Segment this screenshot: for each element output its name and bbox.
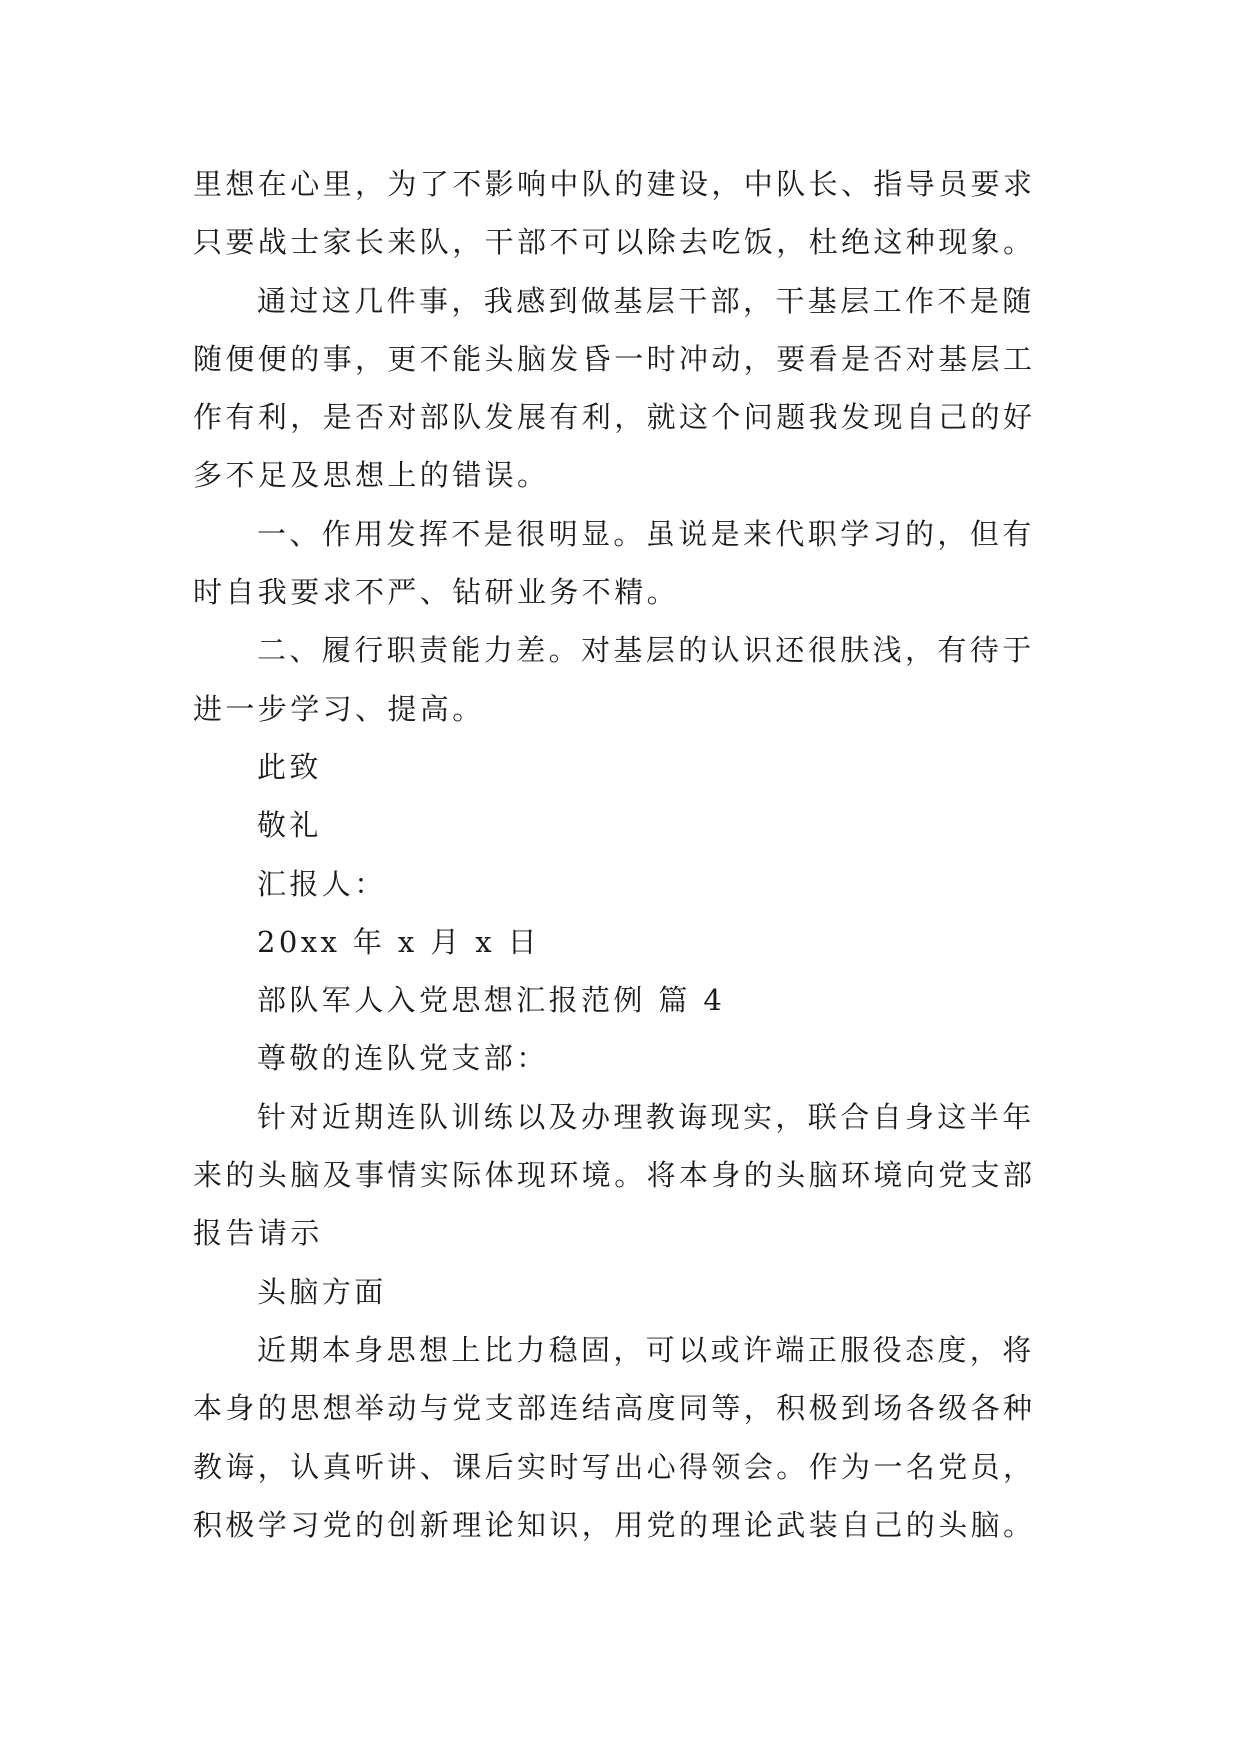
paragraph-start-line: 近期本身思想上比力稳固，可以或许端正服役态度，将 [257,1332,1035,1367]
text-line: 只要战士家长来队，干部不可以除去吃饭，杜绝这种现象。 [193,225,1036,260]
closing-salutation: 此致 [257,749,322,784]
subsection-heading: 头脑方面 [257,1274,387,1309]
text-line: 随便便的事，更不能头脑发昏一时冲动，要看是否对基层工 [193,341,1036,376]
report-date: 20xx 年 x 月 x 日 [257,924,541,959]
paragraph-start-line: 通过这几件事，我感到做基层干部，干基层工作不是随 [257,283,1035,318]
text-line: 时自我要求不严、钻研业务不精。 [193,575,680,610]
greeting: 尊敬的连队党支部： [257,1041,549,1076]
reporter-label: 汇报人： [257,866,387,901]
text-line: 作有利，是否对部队发展有利，就这个问题我发现自己的好 [193,400,1036,435]
document-body [193,155,1063,1554]
paragraph-start-line: 一、作用发挥不是很明显。虽说是来代职学习的，但有 [257,516,1035,551]
paragraph-start-line: 二、履行职责能力差。对基层的认识还很肤浅，有待于 [257,633,1035,668]
text-line: 本身的思想举动与党支部连结高度同等，积极到场各级各种 [193,1391,1036,1426]
text-line: 进一步学习、提高。 [193,691,485,726]
text-line: 教诲，认真听讲、课后实时写出心得领会。作为一名党员， [193,1449,1036,1484]
section-title: 部队军人入党思想汇报范例 篇 4 [257,983,726,1018]
text-line: 来的头脑及事情实际体现环境。将本身的头脑环境向党支部 [193,1158,1036,1193]
paragraph-start-line: 针对近期连队训练以及办理教诲现实，联合自身这半年 [257,1099,1035,1134]
text-line: 多不足及思想上的错误。 [193,458,550,493]
closing-salutation: 敬礼 [257,808,322,843]
text-line: 里想在心里，为了不影响中队的建设，中队长、指导员要求 [193,167,1036,201]
text-line: 报告请示 [193,1216,323,1251]
text-line: 积极学习党的创新理论知识，用党的理论武装自己的头脑。 [193,1507,1036,1542]
